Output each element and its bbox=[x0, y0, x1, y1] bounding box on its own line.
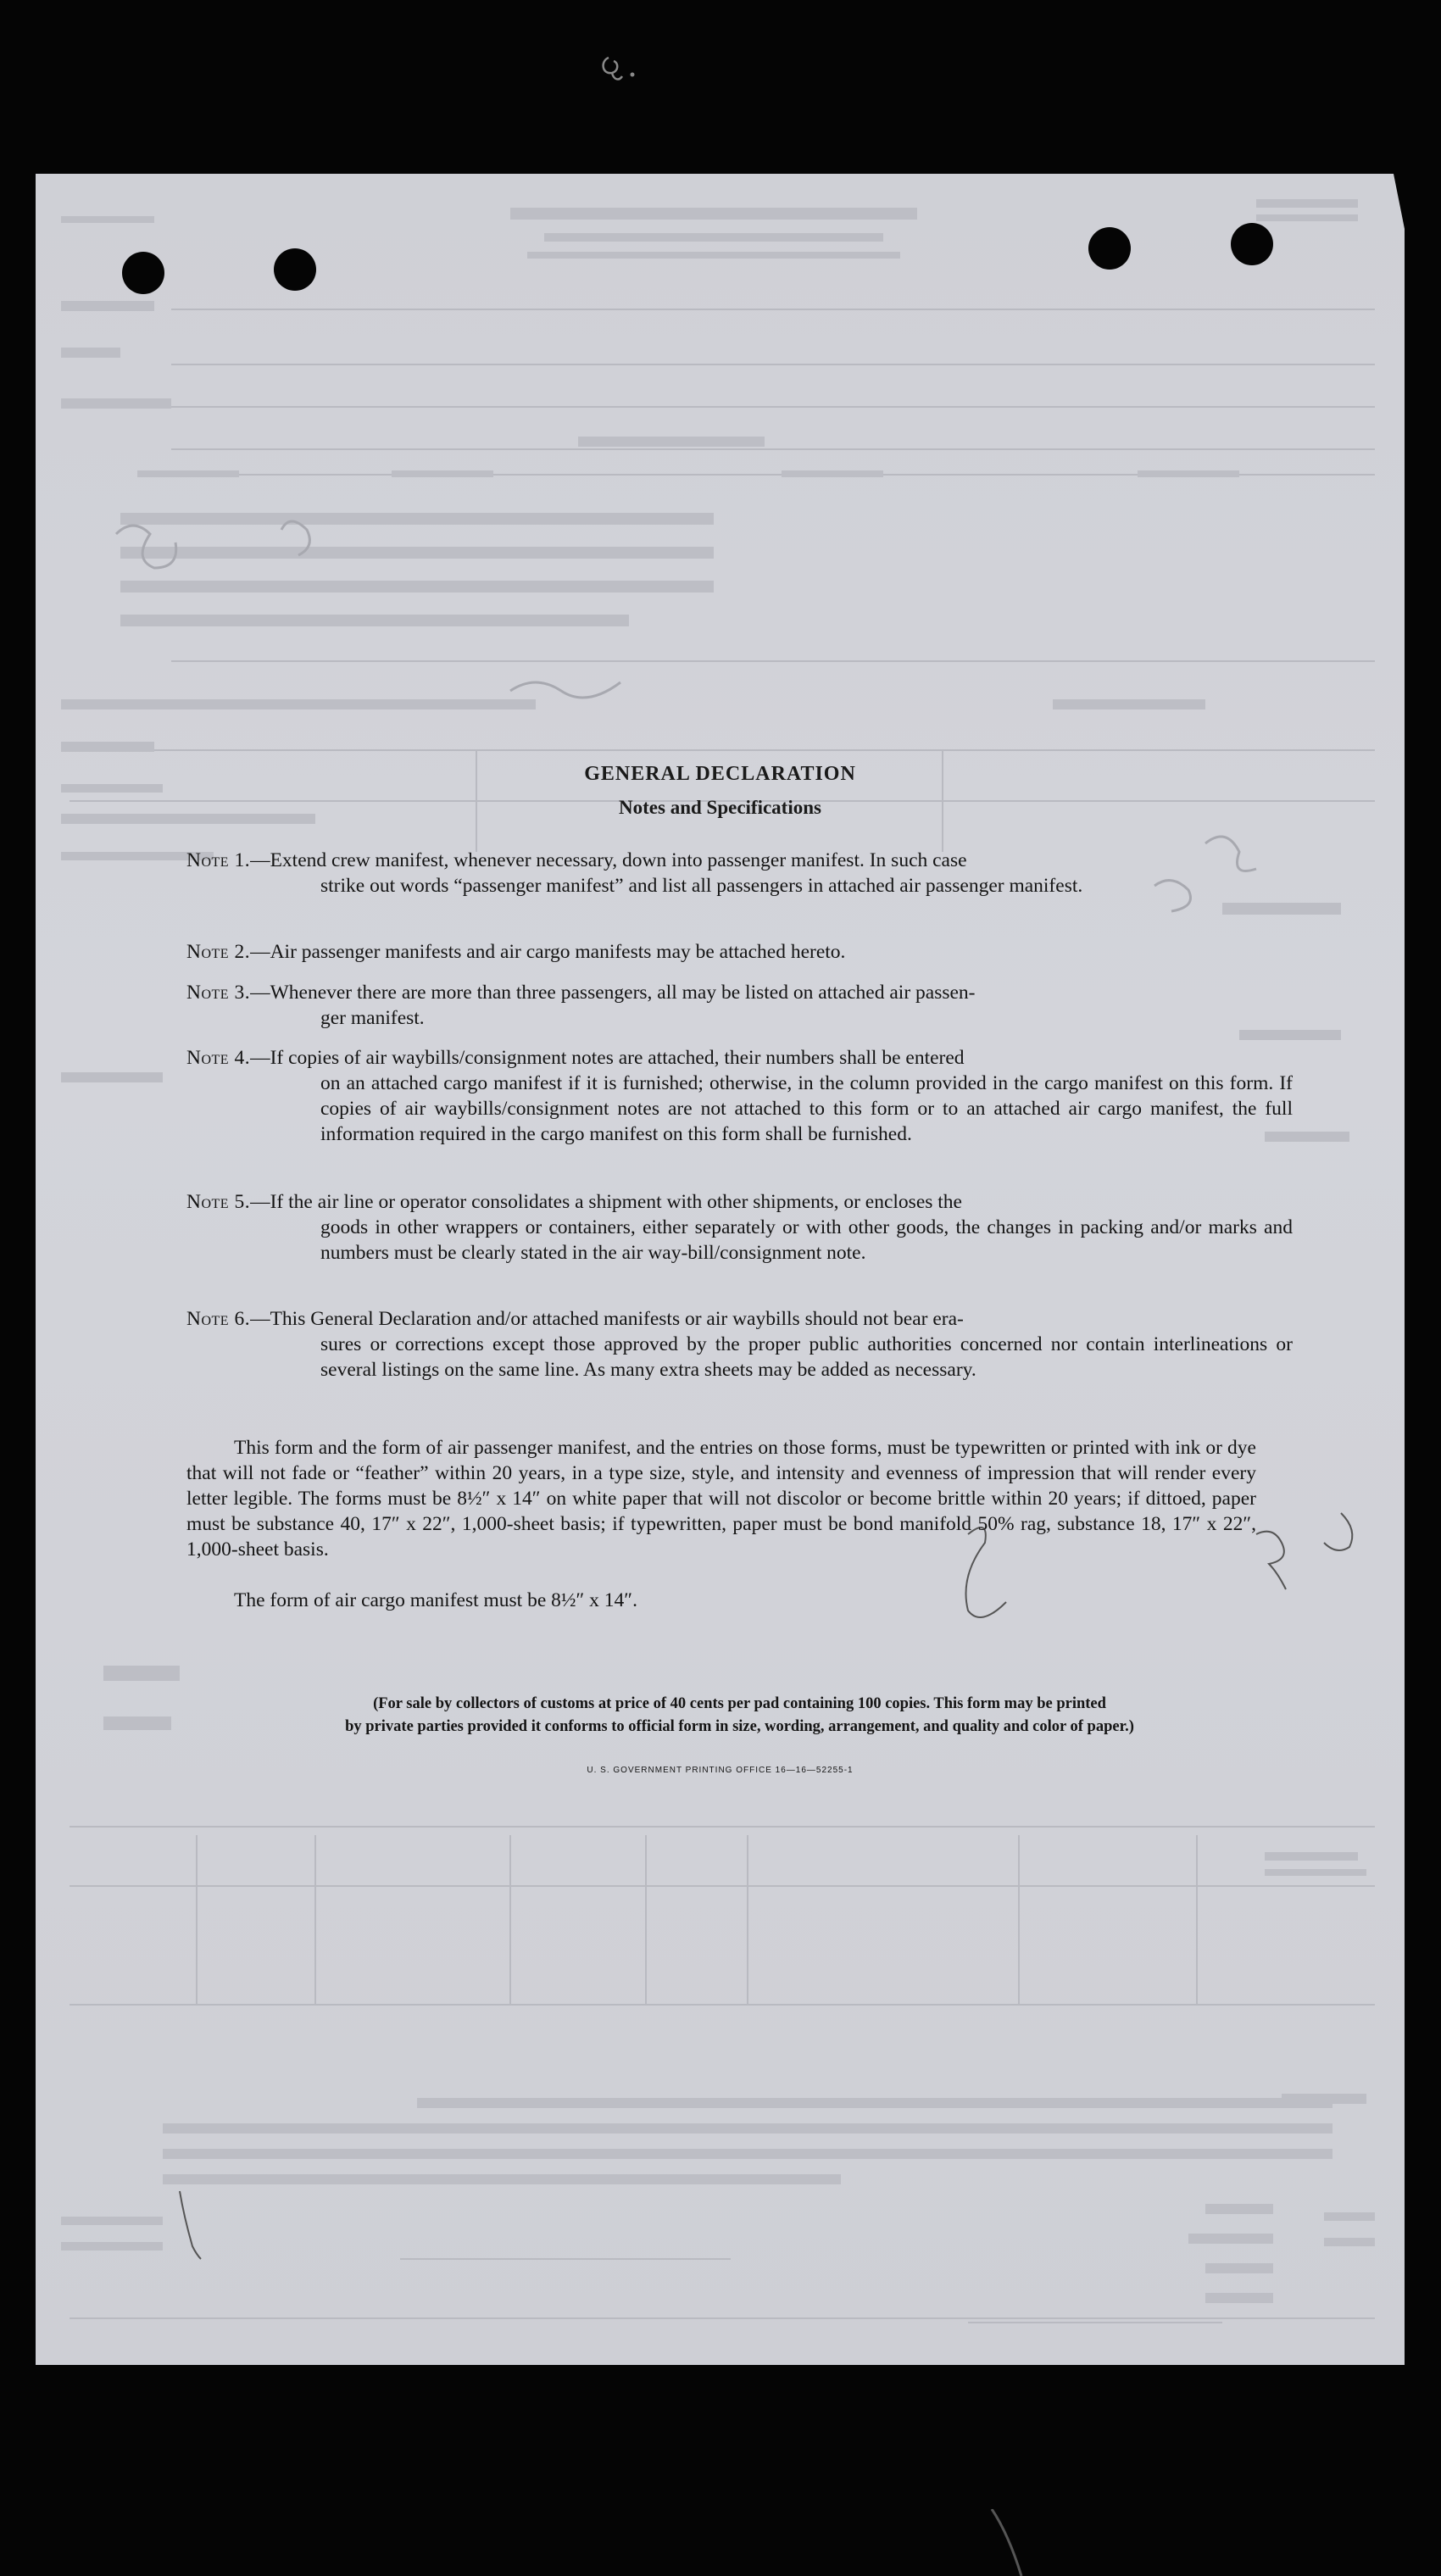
punch-hole-left-1 bbox=[122, 252, 164, 294]
punch-hole-right-1 bbox=[1088, 227, 1131, 270]
printer-imprint: U. S. GOVERNMENT PRINTING OFFICE 16—16—52255-1 bbox=[587, 1766, 854, 1775]
note-label: Note 2. bbox=[186, 941, 251, 963]
document-title: GENERAL DECLARATION bbox=[584, 763, 856, 785]
stray-mark bbox=[983, 2509, 1034, 2576]
paper-corner-fold bbox=[1394, 174, 1405, 250]
sale-notice-line: by private parties provided it conforms to official form in size, wording, arrangement, and quality and color of paper.) bbox=[345, 1718, 1134, 1735]
note-continuation: ger manifest. bbox=[320, 1007, 425, 1029]
document-page bbox=[36, 174, 1405, 2365]
paper-requirements-paragraph: This form and the form of air passenger manifest, and the entries on those forms, must be typewritten or printed with ink or dye that will not fade or “feather” within 20 years, in a type size, style, and intensity and evenness of impression that will render every letter legible. The forms must be 8½″ x 14″ on white paper that will not discolor or become brittle within 20 years; if dittoed, paper must be substance 40, 17″ x 22″, 1,000-sheet basis; if typewritten, paper must be bond manifold 50% rag, substance 18, 17″ x 22″, 1,000-sheet basis. bbox=[186, 1437, 1256, 1561]
note-continuation: goods in other wrappers or containers, either separately or with other goods, the changes in packing and/or marks and numbers must be clearly stated in the air way-bill/consignment note. bbox=[320, 1216, 1293, 1264]
note-first-line: —Air passenger manifests and air cargo manifests may be attached hereto. bbox=[250, 941, 846, 963]
pencil-mark bbox=[593, 42, 644, 93]
note-first-line: —If the air line or operator consolidates a shipment with other shipments, or encloses the bbox=[250, 1191, 962, 1213]
note-continuation: sures or corrections except those approved by the proper public authorities concerned nor contain interlineations or several listings on the same line. As many extra sheets may be added as necessary. bbox=[320, 1333, 1293, 1381]
note-6 bbox=[186, 1306, 1293, 1383]
note-label: Note 4. bbox=[186, 1047, 251, 1069]
note-label: Note 1. bbox=[186, 849, 251, 871]
document-subtitle: Notes and Specifications bbox=[619, 797, 821, 818]
note-label: Note 6. bbox=[186, 1308, 251, 1330]
note-label: Note 3. bbox=[186, 982, 251, 1004]
note-3 bbox=[186, 980, 1293, 1031]
bleed-through-reverse-form bbox=[36, 174, 1405, 2365]
note-2 bbox=[186, 939, 1293, 965]
cargo-manifest-size-line: The form of air cargo manifest must be 8½″ x 14″. bbox=[234, 1589, 637, 1611]
note-label: Note 5. bbox=[186, 1191, 251, 1213]
note-1 bbox=[186, 848, 1293, 899]
note-first-line: —This General Declaration and/or attached manifests or air waybills should not bear era- bbox=[250, 1308, 964, 1330]
note-5 bbox=[186, 1189, 1293, 1266]
punch-hole-left-2 bbox=[274, 248, 316, 291]
note-continuation: strike out words “passenger manifest” and list all passengers in attached air passenger manifest. bbox=[320, 875, 1083, 897]
sale-notice bbox=[186, 1693, 1293, 1739]
note-first-line: —If copies of air waybills/consignment notes are attached, their numbers shall be entered bbox=[250, 1047, 965, 1069]
punch-hole-right-2 bbox=[1231, 223, 1273, 265]
note-4 bbox=[186, 1045, 1293, 1147]
note-first-line: —Extend crew manifest, whenever necessary, down into passenger manifest. In such case bbox=[250, 849, 967, 871]
note-continuation: on an attached cargo manifest if it is furnished; otherwise, in the column provided in the cargo manifest on this form. If copies of air waybills/consignment notes are not attached to this form or to an attached air cargo manifest, the full information required in the cargo manifest on this form shall be furnished. bbox=[320, 1072, 1293, 1145]
note-first-line: —Whenever there are more than three passengers, all may be listed on attached air passen- bbox=[250, 982, 976, 1004]
sale-notice-line: (For sale by collectors of customs at price of 40 cents per pad containing 100 copies. This form may be printed bbox=[373, 1695, 1106, 1712]
